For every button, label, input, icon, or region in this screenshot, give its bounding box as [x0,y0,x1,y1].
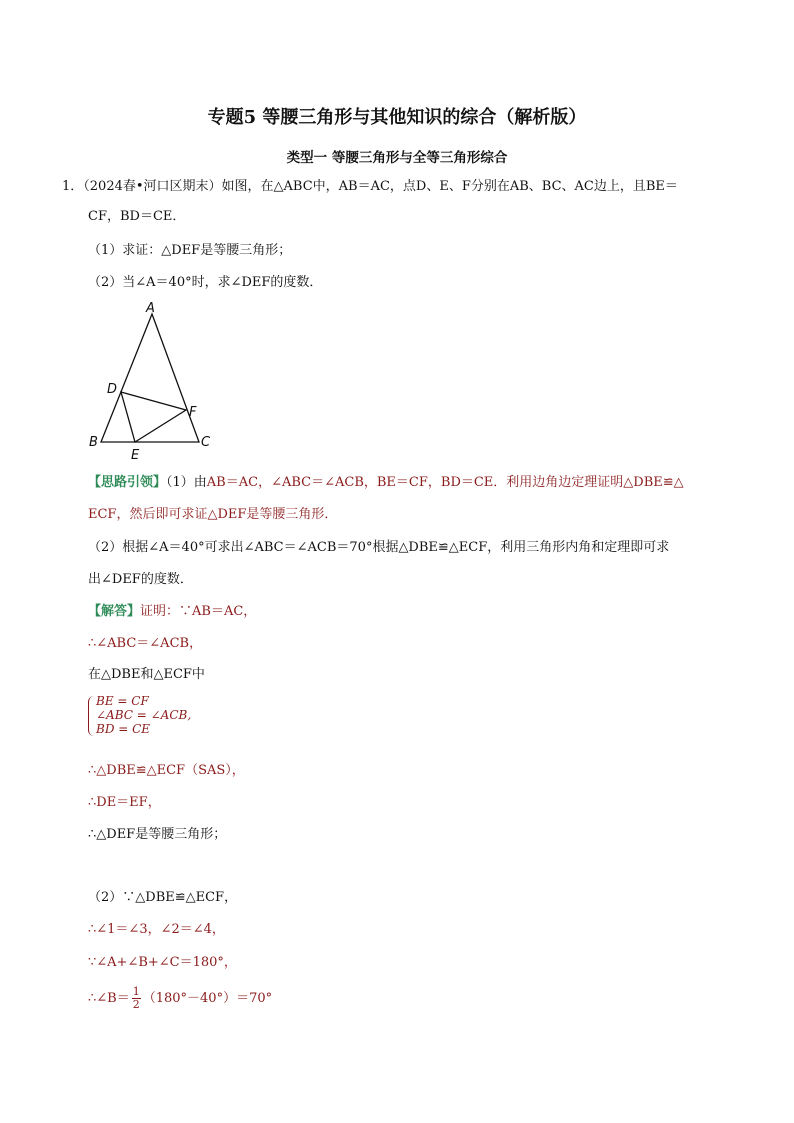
label-d: D [107,382,118,397]
hint-line-1 [88,474,684,492]
answer-part2-line-2: ∴∠1＝∠3，∠2＝∠4， [88,922,225,937]
brace-symbol [88,696,95,736]
answer-line-1 [88,603,256,621]
answer-step-2: 在△DBE和△ECF中 [88,667,205,682]
label-e: E [131,448,140,463]
answer-part2-line-4 [88,986,272,1011]
label-b: B [89,435,98,450]
label-f: F [189,405,197,420]
answer-first: 证明：∵AB＝AC， [140,604,257,619]
answer-part2-line-4a: ∴∠B＝ [88,991,130,1006]
label-c: C [201,435,211,450]
label-a: A [146,301,155,316]
question-2: （2）当∠A＝40°时，求∠DEF的度数． [88,275,323,290]
triangle-figure [80,296,230,464]
answer-part2-line-3: ∵∠A+∠B+∠C＝180°， [88,955,237,970]
question-1: （1）求证：△DEF是等腰三角形； [88,243,292,258]
brace-line-2: ∠ABC = ∠ACB, [96,708,192,722]
page-title: 专题5 等腰三角形与其他知识的综合（解析版） [207,107,587,128]
hint-line-1-text: （1）由 [166,475,207,490]
hint-tag: 【思路引领】 [88,475,167,490]
answer-step-5: ∴△DEF是等腰三角形； [88,827,227,842]
answer-part2-line-1: （2）∵△DBE≌△ECF， [88,890,238,905]
answer-part2-line-4b: （180°－40°）＝70° [142,991,273,1006]
answer-step-4: ∴DE＝EF， [88,795,161,810]
hint-line-1-red: AB＝AC，∠ABC＝∠ACB，BE＝CF，BD＝CE．利用边角边定理证明△DBE≌△ [206,475,684,490]
fraction-one-half [132,986,141,1011]
triangle-def [121,392,186,442]
hint-line-4: 出∠DEF的度数． [88,572,193,587]
brace-line-3: BD = CE [96,722,151,736]
triangle-abc [101,314,199,442]
fraction-numerator: 1 [132,985,140,998]
answer-tag: 【解答】 [88,604,141,619]
problem-line-1: 1．（2024春•河口区期末）如图，在△ABC中，AB＝AC，点D、E、F分别在AB、BC、AC边上，且BE＝ [62,179,678,194]
problem-line-2: CF，BD＝CE． [88,209,186,224]
answer-step-1: ∴∠ABC＝∠ACB， [88,636,203,651]
hint-line-2: ECF，然后即可求证△DEF是等腰三角形． [88,507,338,522]
fraction-denominator: 2 [132,998,140,1011]
hint-line-3: （2）根据∠A＝40°可求出∠ABC＝∠ACB＝70°根据△DBE≌△ECF，利用三角形内角和定理即可求 [88,540,670,555]
answer-step-3: ∴△DBE≌△ECF（SAS）， [88,763,245,778]
brace-line-1: BE = CF [96,694,149,708]
section-subtitle: 类型一 等腰三角形与全等三角形综合 [286,150,508,166]
